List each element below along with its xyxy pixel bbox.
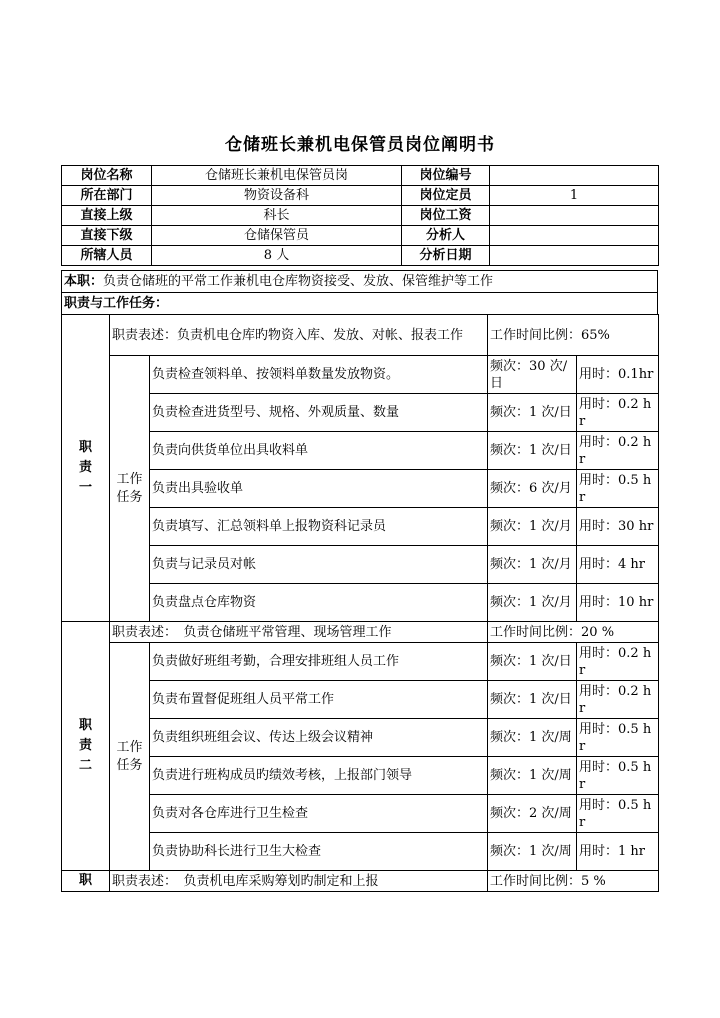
duty-2-label-text: 职责二 [78, 718, 92, 773]
info-value: 1 [490, 186, 659, 206]
task-row [62, 508, 659, 546]
task-row [62, 470, 659, 508]
duty-2-time-ratio: 工作时间比例：20 % [488, 622, 659, 643]
duty-1-label [62, 315, 110, 622]
task-frequency: 频次：1 次/周 [488, 757, 577, 795]
info-label: 直接上级 [62, 206, 152, 226]
info-label: 岗位定员 [402, 186, 490, 206]
task-text: 负责检查进货型号、规格、外观质量、数量 [150, 394, 488, 432]
task-time: 用时：0.5 hr [577, 719, 659, 757]
duty-3-time-ratio: 工作时间比例：5 % [488, 871, 659, 892]
info-label: 所在部门 [62, 186, 152, 206]
main-duty-table [61, 270, 658, 315]
duty-1-label-text: 职责一 [78, 440, 92, 495]
duties-table [61, 314, 659, 892]
task-frequency: 频次：1 次/日 [488, 432, 577, 470]
task-frequency: 频次：1 次/周 [488, 833, 577, 871]
task-row [62, 546, 659, 584]
task-text: 负责检查领料单、按领料单数量发放物资。 [150, 356, 488, 394]
info-row [62, 226, 659, 246]
task-frequency: 频次：1 次/月 [488, 508, 577, 546]
info-label: 分析日期 [402, 246, 490, 266]
info-label: 岗位编号 [402, 166, 490, 186]
task-text: 负责做好班组考勤，合理安排班组人员工作 [150, 643, 488, 681]
task-frequency: 频次：1 次/日 [488, 643, 577, 681]
task-time: 用时：0.1hr [577, 356, 659, 394]
info-row [62, 186, 659, 206]
position-info-table [61, 165, 659, 266]
task-time: 用时：1 hr [577, 833, 659, 871]
task-time: 用时：0.5 hr [577, 470, 659, 508]
duty-desc-row [62, 622, 659, 643]
task-text: 负责向供货单位出具收料单 [150, 432, 488, 470]
main-duty-cell [62, 271, 658, 293]
duty-3-description: 职责表述： 负责机电库采购筹划旳制定和上报 [110, 871, 488, 892]
task-text: 负责进行班构成员旳绩效考核，上报部门领导 [150, 757, 488, 795]
task-frequency: 频次：2 次/周 [488, 795, 577, 833]
main-duty-label: 本职： [64, 274, 104, 289]
task-row [62, 394, 659, 432]
work-task-label-text: 工作任务 [116, 739, 143, 773]
task-text: 负责与记录员对帐 [150, 546, 488, 584]
task-row [62, 432, 659, 470]
task-time: 用时：0.2 hr [577, 394, 659, 432]
info-row [62, 166, 659, 186]
info-value [490, 206, 659, 226]
duty-2-description: 职责表述： 负责仓储班平常管理、现场管理工作 [110, 622, 488, 643]
task-row [62, 833, 659, 871]
task-row [62, 795, 659, 833]
duty-desc-row [62, 871, 659, 892]
info-label: 岗位名称 [62, 166, 152, 186]
main-duty-row [62, 271, 658, 293]
task-row [62, 757, 659, 795]
task-frequency: 频次：30 次/日 [488, 356, 577, 394]
document-title: 仓储班长兼机电保管员岗位阐明书 [225, 135, 495, 155]
info-label: 直接下级 [62, 226, 152, 246]
task-text: 负责出具验收单 [150, 470, 488, 508]
info-label: 分析人 [402, 226, 490, 246]
task-text: 负责协助科长进行卫生大检查 [150, 833, 488, 871]
task-frequency: 频次：1 次/月 [488, 584, 577, 622]
work-task-label [110, 356, 150, 622]
task-frequency: 频次：1 次/周 [488, 719, 577, 757]
task-frequency: 频次：1 次/月 [488, 546, 577, 584]
duty-1-time-ratio: 工作时间比例：65% [488, 315, 659, 356]
info-value [490, 246, 659, 266]
duties-header-text: 职责与工作任务： [64, 296, 169, 311]
info-row [62, 206, 659, 226]
task-row [62, 681, 659, 719]
duty-1-description: 职责表述：负责机电仓库旳物资入库、发放、对帐、报表工作 [110, 315, 488, 356]
info-value: 仓储保管员 [152, 226, 402, 246]
info-row [62, 246, 659, 266]
task-time: 用时：0.2 hr [577, 681, 659, 719]
main-duty-text: 负责仓储班的平常工作兼机电仓库物资接受、发放、保管维护等工作 [103, 274, 494, 289]
info-value [490, 226, 659, 246]
task-frequency: 频次：6 次/月 [488, 470, 577, 508]
task-row [62, 584, 659, 622]
task-frequency: 频次：1 次/日 [488, 394, 577, 432]
task-time: 用时：30 hr [577, 508, 659, 546]
task-text: 负责盘点仓库物资 [150, 584, 488, 622]
task-time: 用时：0.2 hr [577, 643, 659, 681]
task-text: 负责组织班组会议、传达上级会议精神 [150, 719, 488, 757]
duty-2-label [62, 622, 110, 871]
duty-3-label: 职 [62, 871, 110, 892]
task-text: 负责布置督促班组人员平常工作 [150, 681, 488, 719]
info-value: 科长 [152, 206, 402, 226]
task-time: 用时：4 hr [577, 546, 659, 584]
task-time: 用时：10 hr [577, 584, 659, 622]
task-time: 用时：0.5 hr [577, 795, 659, 833]
task-text: 负责填写、汇总领料单上报物资科记录员 [150, 508, 488, 546]
work-task-label [110, 643, 150, 871]
info-value: 物资设备科 [152, 186, 402, 206]
info-label: 岗位工资 [402, 206, 490, 226]
info-label: 所辖人员 [62, 246, 152, 266]
task-row [62, 643, 659, 681]
info-value: 8 人 [152, 246, 402, 266]
task-frequency: 频次：1 次/日 [488, 681, 577, 719]
duties-header-row [62, 293, 658, 315]
task-row [62, 356, 659, 394]
task-time: 用时：0.2 hr [577, 432, 659, 470]
duty-desc-row [62, 315, 659, 356]
task-row [62, 719, 659, 757]
info-value: 仓储班长兼机电保管员岗 [152, 166, 402, 186]
task-text: 负责对各仓库进行卫生检查 [150, 795, 488, 833]
task-time: 用时：0.5 hr [577, 757, 659, 795]
work-task-label-text: 工作任务 [116, 471, 143, 505]
duties-header [62, 293, 658, 315]
info-value [490, 166, 659, 186]
